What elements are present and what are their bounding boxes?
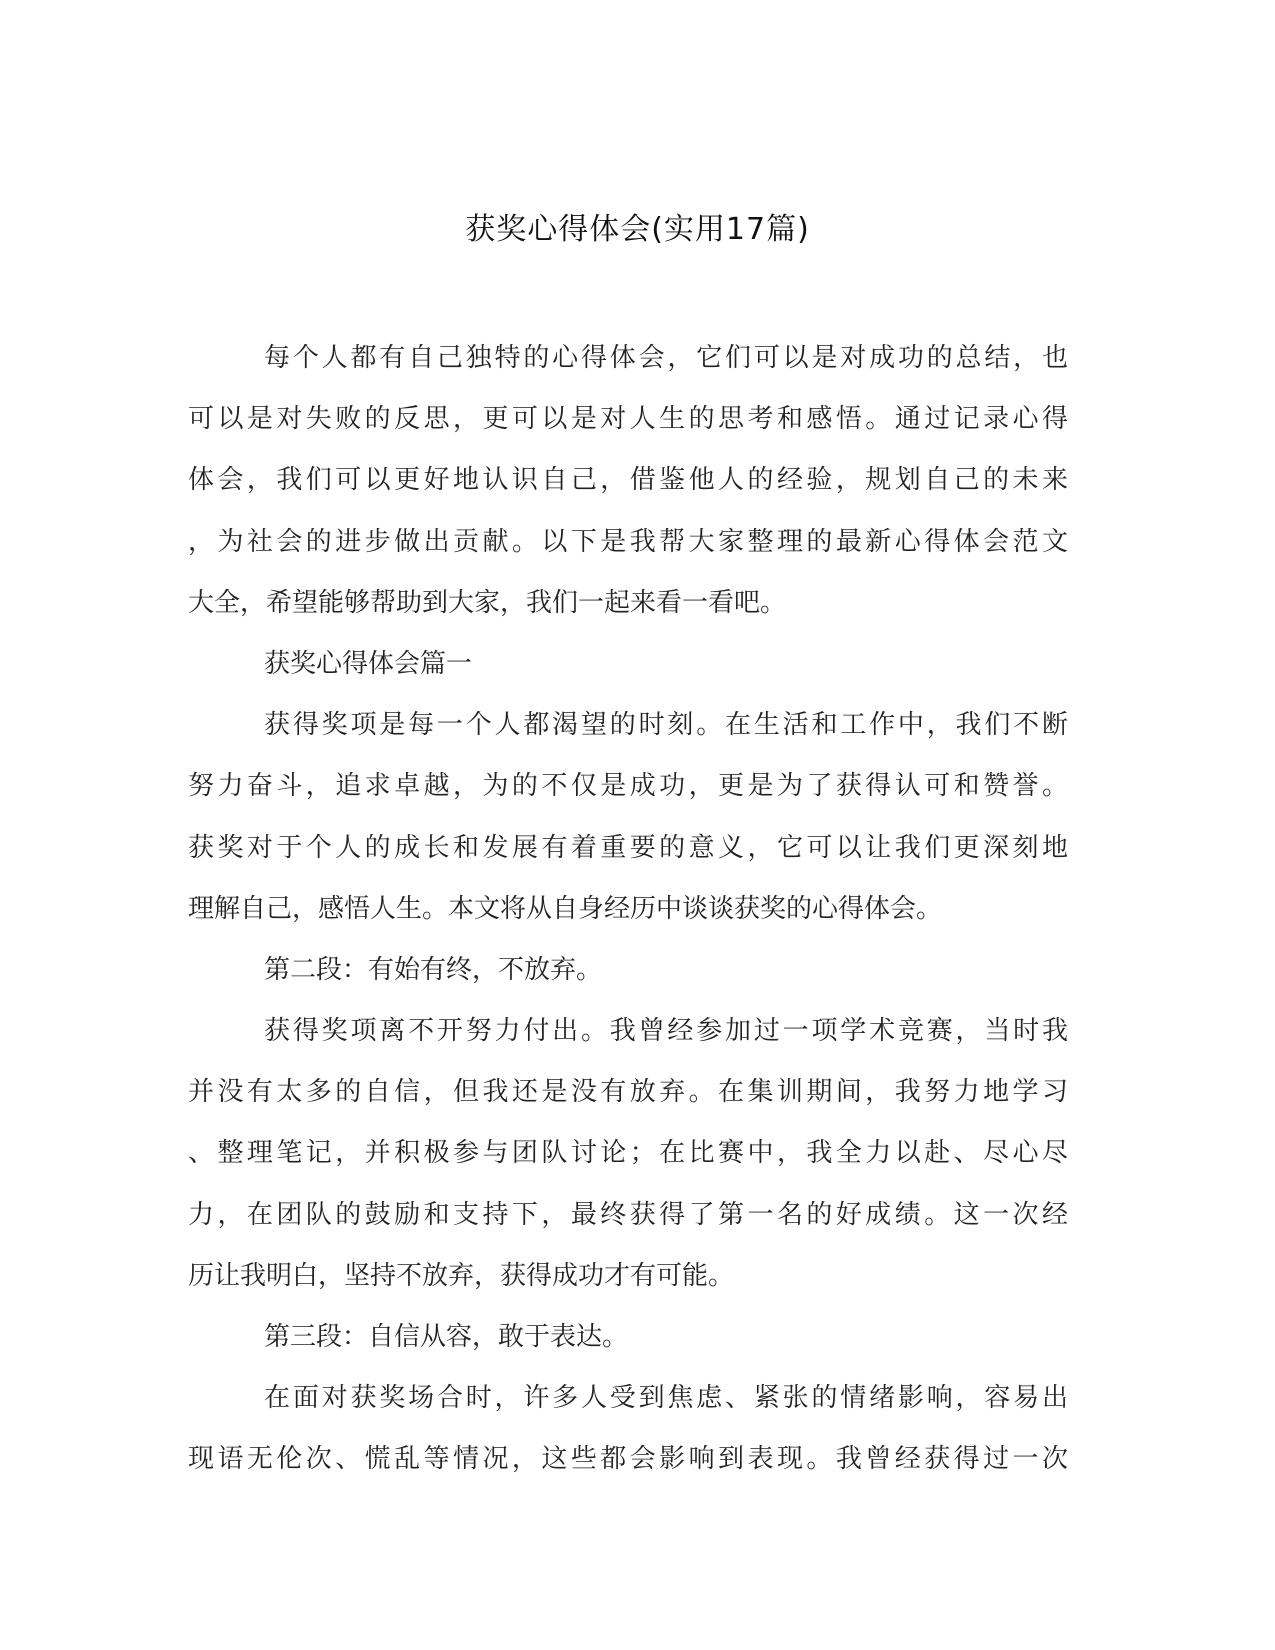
text-line: 力，在团队的鼓励和支持下，最终获得了第一名的好成绩。这一次经: [188, 1199, 1068, 1230]
document-title: 获奖心得体会(实用17篇): [465, 212, 810, 247]
text-line: 可以是对失败的反思，更可以是对人生的思考和感悟。通过记录心得: [188, 404, 1068, 435]
text-line: 获奖对于个人的成长和发展有着重要的意义，它可以让我们更深刻地: [188, 832, 1068, 863]
text-line: 体会，我们可以更好地认识自己，借鉴他人的经验，规划自己的未来: [188, 465, 1068, 496]
text-line: 并没有太多的自信，但我还是没有放弃。在集训期间，我努力地学习: [188, 1077, 1068, 1108]
text-line: 在面对获奖场合时，许多人受到焦虑、紧张的情绪影响，容易出: [264, 1383, 1068, 1414]
text-line: 第三段：自信从容，敢于表达。: [264, 1322, 629, 1352]
text-line: 、整理笔记，并积极参与团队讨论；在比赛中，我全力以赴、尽心尽: [188, 1138, 1068, 1169]
text-line: ，为社会的进步做出贡献。以下是我帮大家整理的最新心得体会范文: [188, 526, 1068, 557]
text-line: 现语无伦次、慌乱等情况，这些都会影响到表现。我曾经获得过一次: [188, 1444, 1068, 1475]
document-body: [188, 328, 1068, 1491]
text-line: 获得奖项是每一个人都渴望的时刻。在生活和工作中，我们不断: [264, 710, 1068, 741]
text-line: 每个人都有自己独特的心得体会，它们可以是对成功的总结，也: [264, 343, 1068, 373]
text-line: 获得奖项离不开努力付出。我曾经参加过一项学术竞赛，当时我: [264, 1016, 1068, 1047]
text-line: 努力奋斗，追求卓越，为的不仅是成功，更是为了获得认可和赞誉。: [188, 771, 1068, 802]
text-line: 理解自己，感悟人生。本文将从自身经历中谈谈获奖的心得体会。: [188, 893, 943, 924]
text-line: 大全，希望能够帮助到大家，我们一起来看一看吧。: [188, 587, 787, 618]
text-line: 第二段：有始有终，不放弃。: [264, 954, 603, 985]
text-line: 获奖心得体会篇一: [264, 648, 473, 679]
text-line: 历让我明白，坚持不放弃，获得成功才有可能。: [188, 1260, 735, 1291]
